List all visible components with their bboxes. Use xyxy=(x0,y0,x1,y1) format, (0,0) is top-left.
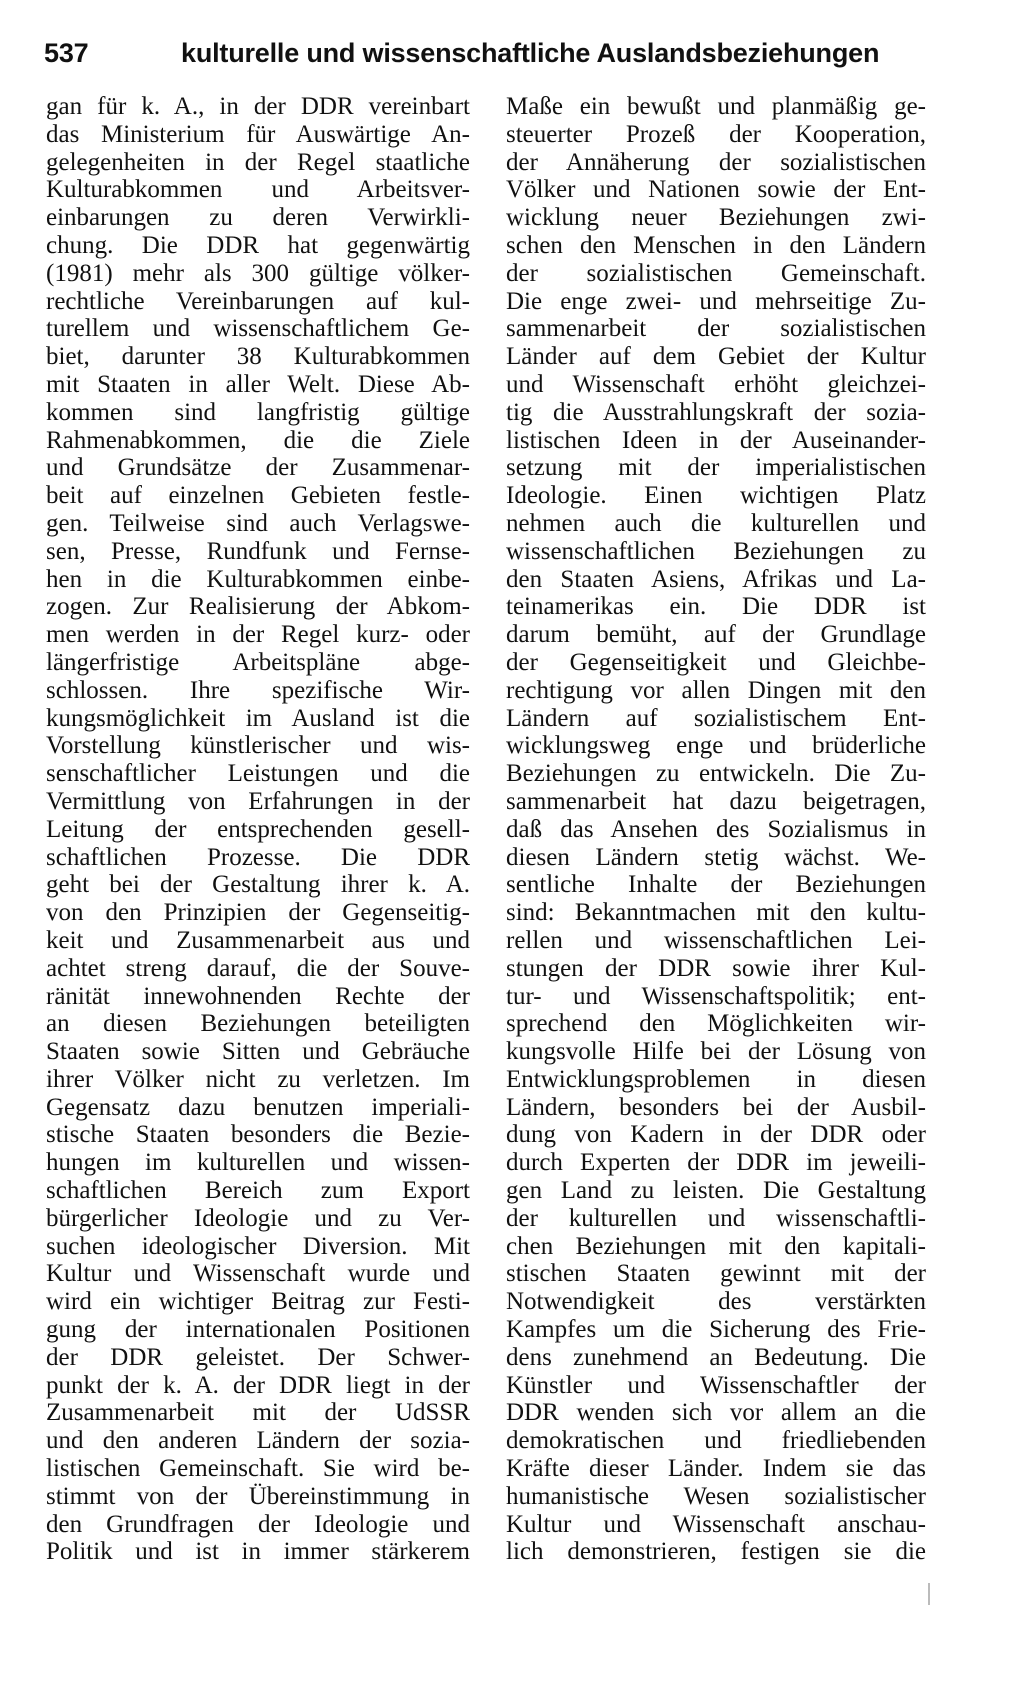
text-line: suchen ideologischer Diversion. Mit xyxy=(46,1232,470,1260)
text-line: wird ein wichtiger Beitrag zur Festi- xyxy=(46,1288,470,1316)
text-line: Rahmenabkommen, die die Ziele xyxy=(46,426,470,454)
text-line: stimmt von der Übereinstimmung in xyxy=(46,1482,470,1510)
text-line: Kultur und Wissenschaft anschau- xyxy=(506,1510,926,1538)
text-line: und Grundsätze der Zusammenar- xyxy=(46,454,470,482)
text-line: Völker und Nationen sowie der Ent- xyxy=(506,176,926,204)
text-line: der kulturellen und wissenschaftli- xyxy=(506,1204,926,1232)
text-line: Vermittlung von Erfahrungen in der xyxy=(46,787,470,815)
text-line: (1981) mehr als 300 gültige völker- xyxy=(46,259,470,287)
text-line: Länder auf dem Gebiet der Kultur xyxy=(506,343,926,371)
text-line: wicklung neuer Beziehungen zwi- xyxy=(506,204,926,232)
text-line: schaftlichen Prozesse. Die DDR xyxy=(46,843,470,871)
text-line: Politik und ist in immer stärkerem xyxy=(46,1538,470,1566)
text-line: Vorstellung künstlerischer und wis- xyxy=(46,732,470,760)
text-line: Notwendigkeit des verstärkten xyxy=(506,1288,926,1316)
text-line: den Staaten Asiens, Afrikas und La- xyxy=(506,565,926,593)
text-line: nehmen auch die kulturellen und xyxy=(506,509,926,537)
text-line: Kräfte dieser Länder. Indem sie das xyxy=(506,1455,926,1483)
text-line: von den Prinzipien der Gegenseitig- xyxy=(46,899,470,927)
text-line: punkt der k. A. der DDR liegt in der xyxy=(46,1371,470,1399)
text-line: turellem und wissenschaftlichem Ge- xyxy=(46,315,470,343)
text-line: biet, darunter 38 Kulturabkommen xyxy=(46,343,470,371)
text-line: sammenarbeit der sozialistischen xyxy=(506,315,926,343)
text-line: Kultur und Wissenschaft wurde und xyxy=(46,1260,470,1288)
page-number: 537 xyxy=(44,38,89,68)
text-line: stungen der DDR sowie ihrer Kul- xyxy=(506,954,926,982)
text-line: an diesen Beziehungen beteiligten xyxy=(46,1010,470,1038)
text-line: und Wissenschaft erhöht gleichzei- xyxy=(506,370,926,398)
text-line: lich demonstrieren, festigen sie die xyxy=(506,1538,926,1566)
text-line: der Annäherung der sozialistischen xyxy=(506,148,926,176)
text-line: längerfristige Arbeitspläne abge- xyxy=(46,648,470,676)
text-line: hen in die Kulturabkommen einbe- xyxy=(46,565,470,593)
text-line: Künstler und Wissenschaftler der xyxy=(506,1371,926,1399)
text-line: darum bemüht, auf der Grundlage xyxy=(506,621,926,649)
text-line: Kulturabkommen und Arbeitsver- xyxy=(46,176,470,204)
text-line: listischen Gemeinschaft. Sie wird be- xyxy=(46,1455,470,1483)
text-line: Zusammenarbeit mit der UdSSR xyxy=(46,1399,470,1427)
text-line: sammenarbeit hat dazu beigetragen, xyxy=(506,787,926,815)
text-line: stischen Staaten gewinnt mit der xyxy=(506,1260,926,1288)
text-line: Leitung der entsprechenden gesell- xyxy=(46,815,470,843)
text-line: bürgerlicher Ideologie und zu Ver- xyxy=(46,1204,470,1232)
text-line: listischen Ideen in der Auseinander- xyxy=(506,426,926,454)
text-line: gung der internationalen Positionen xyxy=(46,1316,470,1344)
text-line: Beziehungen zu entwickeln. Die Zu- xyxy=(506,760,926,788)
page-header xyxy=(44,38,924,78)
text-line: geht bei der Gestaltung ihrer k. A. xyxy=(46,871,470,899)
text-line: hungen im kulturellen und wissen- xyxy=(46,1149,470,1177)
text-line: gelegenheiten in der Regel staatliche xyxy=(46,148,470,176)
text-line: kungsvolle Hilfe bei der Lösung von xyxy=(506,1038,926,1066)
text-line: mit Staaten in aller Welt. Diese Ab- xyxy=(46,370,470,398)
text-line: DDR wenden sich vor allem an die xyxy=(506,1399,926,1427)
text-line: rechtigung vor allen Dingen mit den xyxy=(506,676,926,704)
margin-mark xyxy=(928,1583,930,1605)
text-line: Maße ein bewußt und planmäßig ge- xyxy=(506,93,926,120)
text-line: ränität innewohnenden Rechte der xyxy=(46,982,470,1010)
text-line: stische Staaten besonders die Bezie- xyxy=(46,1121,470,1149)
text-line: men werden in der Regel kurz- oder xyxy=(46,621,470,649)
text-line: achtet streng darauf, die der Souve- xyxy=(46,954,470,982)
text-line: chen Beziehungen mit den kapitali- xyxy=(506,1232,926,1260)
text-line: rechtliche Vereinbarungen auf kul- xyxy=(46,287,470,315)
text-line: rellen und wissenschaftlichen Lei- xyxy=(506,926,926,954)
text-line: und den anderen Ländern der sozia- xyxy=(46,1427,470,1455)
text-line: den Grundfragen der Ideologie und xyxy=(46,1510,470,1538)
text-line: wicklungsweg enge und brüderliche xyxy=(506,732,926,760)
text-line: Staaten sowie Sitten und Gebräuche xyxy=(46,1038,470,1066)
text-line: zogen. Zur Realisierung der Abkom- xyxy=(46,593,470,621)
text-line: teinamerikas ein. Die DDR ist xyxy=(506,593,926,621)
text-line: der sozialistischen Gemeinschaft. xyxy=(506,259,926,287)
text-line: kungsmöglichkeit im Ausland ist die xyxy=(46,704,470,732)
text-line: einbarungen zu deren Verwirkli- xyxy=(46,204,470,232)
text-line: chung. Die DDR hat gegenwärtig xyxy=(46,231,470,259)
text-line: der Gegenseitigkeit und Gleichbe- xyxy=(506,648,926,676)
text-line: keit und Zusammenarbeit aus und xyxy=(46,926,470,954)
text-line: setzung mit der imperialistischen xyxy=(506,454,926,482)
text-line: dens zunehmend an Bedeutung. Die xyxy=(506,1343,926,1371)
text-line: ihrer Völker nicht zu verletzen. Im xyxy=(46,1065,470,1093)
text-line: diesen Ländern stetig wächst. We- xyxy=(506,843,926,871)
text-line: wissenschaftlichen Beziehungen zu xyxy=(506,537,926,565)
right-text-column xyxy=(506,93,926,1566)
text-line: tig die Ausstrahlungskraft der sozia- xyxy=(506,398,926,426)
running-head: kulturelle und wissenschaftliche Auslandsbeziehungen xyxy=(181,38,880,68)
text-line: sprechend den Möglichkeiten wir- xyxy=(506,1010,926,1038)
text-line: Gegensatz dazu benutzen imperiali- xyxy=(46,1093,470,1121)
text-line: das Ministerium für Auswärtige An- xyxy=(46,120,470,148)
text-line: daß das Ansehen des Sozialismus in xyxy=(506,815,926,843)
text-line: tur- und Wissenschaftspolitik; ent- xyxy=(506,982,926,1010)
text-line: steuerter Prozeß der Kooperation, xyxy=(506,120,926,148)
text-line: Die enge zwei- und mehrseitige Zu- xyxy=(506,287,926,315)
text-line: kommen sind langfristig gültige xyxy=(46,398,470,426)
text-line: senschaftlicher Leistungen und die xyxy=(46,760,470,788)
text-line: beit auf einzelnen Gebieten festle- xyxy=(46,482,470,510)
text-line: sentliche Inhalte der Beziehungen xyxy=(506,871,926,899)
text-line: Kampfes um die Sicherung des Frie- xyxy=(506,1316,926,1344)
text-line: sind: Bekanntmachen mit den kultu- xyxy=(506,899,926,927)
text-line: demokratischen und friedliebenden xyxy=(506,1427,926,1455)
text-line: Entwicklungsproblemen in diesen xyxy=(506,1065,926,1093)
text-line: sen, Presse, Rundfunk und Fernse- xyxy=(46,537,470,565)
text-line: Ländern, besonders bei der Ausbil- xyxy=(506,1093,926,1121)
text-line: schlossen. Ihre spezifische Wir- xyxy=(46,676,470,704)
text-line: schaftlichen Bereich zum Export xyxy=(46,1177,470,1205)
text-line: gen. Teilweise sind auch Verlagswe- xyxy=(46,509,470,537)
text-line: humanistische Wesen sozialistischer xyxy=(506,1482,926,1510)
text-line: gan für k. A., in der DDR vereinbart xyxy=(46,93,470,120)
text-line: durch Experten der DDR im jeweili- xyxy=(506,1149,926,1177)
text-line: schen den Menschen in den Ländern xyxy=(506,231,926,259)
left-text-column xyxy=(46,93,470,1566)
text-line: Ländern auf sozialistischem Ent- xyxy=(506,704,926,732)
text-line: dung von Kadern in der DDR oder xyxy=(506,1121,926,1149)
text-line: der DDR geleistet. Der Schwer- xyxy=(46,1343,470,1371)
text-line: Ideologie. Einen wichtigen Platz xyxy=(506,482,926,510)
text-line: gen Land zu leisten. Die Gestaltung xyxy=(506,1177,926,1205)
